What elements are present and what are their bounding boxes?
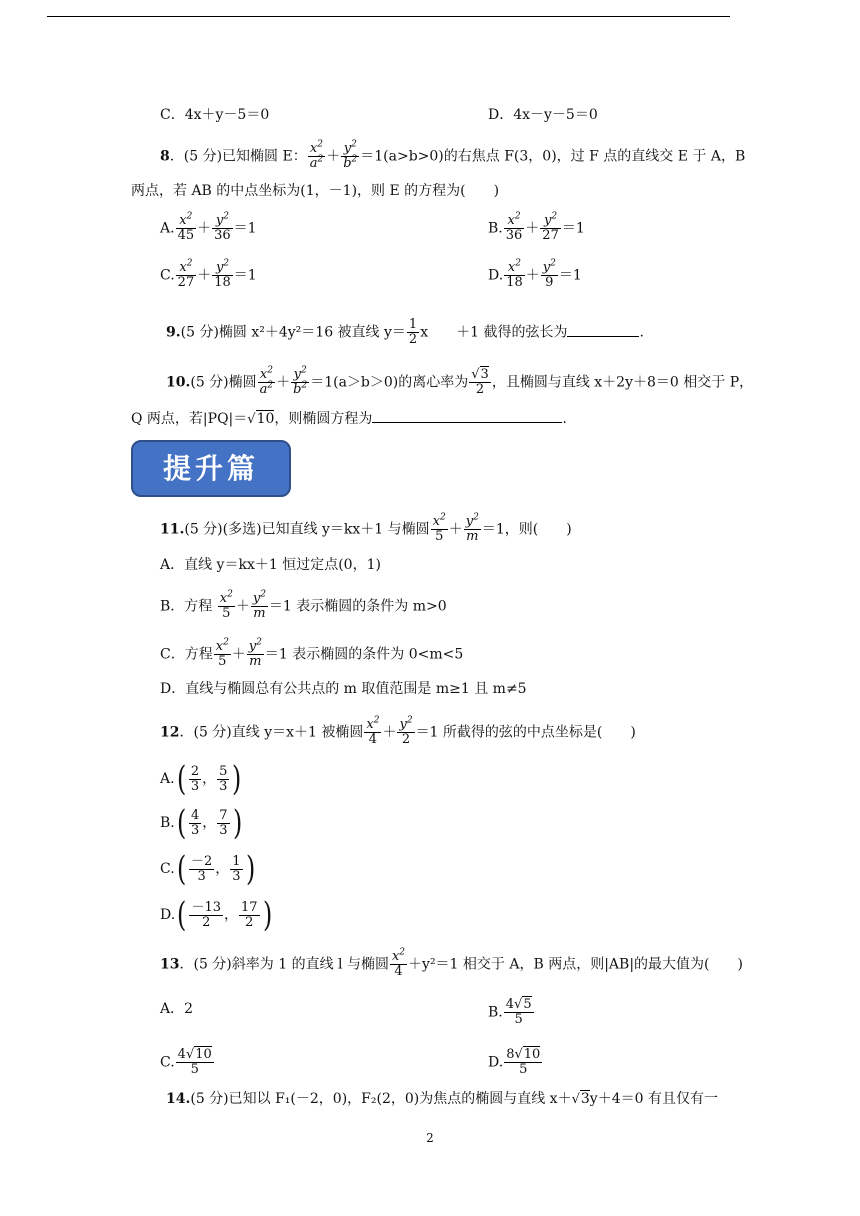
q8-option-c-label: C. [160,267,175,284]
q9-frac-den: 2 [408,332,418,347]
q13-number: 13 [160,956,180,973]
q8-number: 8 [160,148,170,165]
q8-a-den2: 36 [214,228,231,243]
q8-c-den2: 18 [214,275,231,290]
q9-text-a: (5 分)椭圆 x²＋4y²＝16 被直线 y＝ [180,324,406,341]
q8-stem-b: ＝1(a>b>0)的右焦点 F(3，0)，过 F 点的直线交 E 于 A，B [360,148,746,165]
q10-stem: 10.(5 分)椭圆 $\frac{x^2}{a^2}$ ＋ $\frac{y^2}{b^2}$ ＝1(a＞b＞0)的离心率为 $\frac{√3}{2}$ ，且椭圆与直线 x＋2y＋8＝0 相交于 P， [166,365,754,397]
q11-option-b: B．方程 $\frac{x^2}{5}$ ＋ $\frac{y^2}{m}$ ＝1 表示椭圆的条件为 m>0 [160,589,447,621]
q12-c-d1: 3 [197,868,206,884]
q8-b-den2: 27 [542,228,559,243]
q13-stem-b: ＋y²＝1 相交于 A，B 两点，则|AB|的最大值为( ) [408,956,743,973]
q8-a-eq: ＝1 [233,220,257,237]
q13-option-b: B. $\frac{4√5}{5}$ [488,997,532,1027]
q11-stem-b: ＝1，则( ) [481,521,572,538]
q10-stem-line2: Q 两点，若|PQ|＝√10，则椭圆方程为 . [131,411,567,427]
q11-stem: 11.(5 分)(多选)已知直线 y＝kx＋1 与椭圆 $\frac{x^2}{5}$ ＋ $\frac{y^2}{m}$ ＝1，则( ) [160,512,572,544]
q11-option-c: C．方程 $\frac{x^2}{5}$ ＋ $\frac{y^2}{m}$ ＝1 表示椭圆的条件为 0<m<5 [160,637,464,669]
q8-c-eq: ＝1 [233,267,257,284]
q12-option-c: C.( $\frac{-2}{3}$ ， $\frac{1}{3}$ ) [160,849,255,889]
q12-a-label: A. [160,771,175,787]
q9-text-b: x ＋1 截得的弦长为 [420,324,568,341]
q8-b-eq: ＝1 [561,220,585,237]
q10-sqrt10: 10 [256,411,275,427]
q14-stem: 14.(5 分)已知以 F₁(－2，0)，F₂(2，0)为焦点的椭圆与直线 x＋√3y＋4＝0 有且仅有一 [166,1091,718,1107]
q10-answer-blank[interactable] [372,422,562,423]
q11-denm: m [466,529,479,544]
section-banner: 提升篇 [131,440,291,497]
q12-a-d2: 3 [219,778,228,794]
q8-option-a-label: A. [160,220,175,237]
q12-b-n1: 4 [191,807,200,823]
q14-text-a: (5 分)已知以 F₁(－2，0)，F₂(2，0)为焦点的椭圆与直线 x＋ [190,1091,572,1107]
q8-c-den1: 27 [177,275,195,290]
q11-c-a: C．方程 [160,646,213,663]
q8-option-a: A. $\frac{x^2}{45}$ ＋ $\frac{y^2}{36}$ ＝1 [160,211,257,243]
q12-b-label: B. [160,815,175,831]
q7-option-d: D．4x－y－5＝0 [488,107,598,123]
q10-text-c: ，且椭圆与直线 x＋2y＋8＝0 相交于 P， [491,374,754,391]
q12-option-b: B.( $\frac{4}{3}$ ， $\frac{7}{3}$ ) [160,803,242,843]
q14-text-b: y＋4＝0 有且仅有一 [589,1091,718,1107]
q10-number: 10. [166,374,191,391]
q10-den2: 2 [475,382,485,397]
q13-d-label: D. [488,1054,504,1071]
q12-b-d2: 3 [219,822,228,838]
q7-option-c: C．4x＋y－5＝0 [160,107,270,123]
q11-den5: 5 [435,529,444,544]
q11-b-a: B．方程 [160,598,217,615]
q13-d-coef: 8 [506,1047,515,1062]
q9-stem [166,318,644,347]
q12-d-n2: 17 [241,899,258,915]
q12-c-label: C. [160,861,175,877]
q8-frac-y: $\frac{y^2}{b^2}$ [343,139,358,171]
q10-end: . [562,411,567,427]
page-number: 2 [426,1131,434,1145]
q9-frac-num: 1 [408,317,418,332]
q12-den4: 4 [368,732,378,747]
q12-a-n1: 2 [190,763,200,779]
q13-c-label: C. [160,1054,175,1071]
q11-c-b: ＝1 表示椭圆的条件为 0<m<5 [264,646,464,663]
q12-d-n1: －13 [191,899,221,915]
q13-d-rad: 10 [523,1047,541,1062]
q12-d-label: D. [160,907,176,923]
q12-c-d2: 3 [232,868,241,884]
q12-stem: 12．(5 分)直线 y＝x＋1 被椭圆 $\frac{x^2}{4}$ ＋ $\frac{y^2}{2}$ ＝1 所截得的弦的中点坐标是( ) [160,715,636,747]
q13-den4: 4 [394,964,403,979]
q8-d-eq: ＝1 [558,267,582,284]
q9-answer-blank[interactable] [567,336,639,337]
q13-stem-a: ．(5 分)斜率为 1 的直线 l 与椭圆 [179,956,389,973]
q12-option-a: A.( $\frac{2}{3}$ ， $\frac{5}{3}$ ) [160,759,242,799]
q13-d-den: 5 [519,1062,528,1077]
q13-option-a: A．2 [160,1001,194,1017]
q8-option-c: C. $\frac{x^2}{27}$ ＋ $\frac{y^2}{18}$ ＝1 [160,258,257,290]
q14-sqrt3: 3 [580,1091,590,1107]
q8-d-den2: 9 [545,275,554,290]
q13-b-label: B. [488,1004,503,1021]
q9-end: . [639,324,644,341]
q12-a-d1: 3 [190,778,200,794]
q13-b-rad: 5 [523,997,532,1012]
q11-b-den5: 5 [222,606,231,621]
header-rule [47,16,730,17]
q10-text-d: Q 两点，若|PQ|＝ [131,411,248,427]
q12-a-n2: 5 [219,763,228,779]
q9-number: 9. [166,324,181,341]
q13-b-den: 5 [514,1012,523,1027]
q8-option-b: B. $\frac{x^2}{36}$ ＋ $\frac{y^2}{27}$ ＝1 [488,211,585,243]
q11-stem-a: (5 分)(多选)已知直线 y＝kx＋1 与椭圆 [184,521,430,538]
q8-option-d: D. $\frac{x^2}{18}$ ＋ $\frac{y^2}{9}$ ＝1 [488,258,582,290]
q13-option-d: D. $\frac{8√10}{5}$ [488,1047,541,1077]
q12-number: 12 [160,724,180,741]
q12-stem-b: ＝1 所截得的弦的中点坐标是( ) [415,724,636,741]
q8-a-den1: 45 [177,228,195,243]
q12-option-d: D.( $\frac{-13}{2}$ ， $\frac{17}{2}$ ) [160,895,272,935]
q13-c-rad: 10 [195,1047,212,1062]
q14-number: 14. [166,1091,191,1107]
q10-sqrt3: 3 [480,367,489,382]
q12-c-n1: －2 [190,853,213,869]
q8-option-b-label: B. [488,220,503,237]
q12-d-d1: 2 [202,914,211,930]
q10-text-b: ＝1(a＞b＞0)的离心率为 [310,374,469,391]
q12-b-d1: 3 [191,822,200,838]
q13-c-coef: 4 [177,1047,186,1062]
q12-d-d2: 2 [245,914,254,930]
q8-option-d-label: D. [488,267,504,284]
q13-option-c: C. $\frac{4√10}{5}$ [160,1047,212,1077]
q10-text-a: (5 分)椭圆 [190,374,257,391]
q12-c-n2: 1 [232,853,241,869]
q11-c-denm: m [249,654,262,669]
q11-number: 11. [160,521,185,538]
q12-b-n2: 7 [219,807,228,823]
q8-stem-line2: 两点，若 AB 的中点坐标为(1，－1)，则 E 的方程为( ) [131,183,500,199]
q8-b-den1: 36 [505,228,523,243]
q12-stem-a: ．(5 分)直线 y＝x＋1 被椭圆 [179,724,364,741]
q12-den2: 2 [401,732,411,747]
q11-c-den5: 5 [218,654,227,669]
q11-b-denm: m [253,606,266,621]
q11-b-b: ＝1 表示椭圆的条件为 m>0 [268,598,447,615]
q8-d-den1: 18 [506,275,523,290]
q10-text-e: ，则椭圆方程为 [274,411,373,427]
q11-option-a: A．直线 y＝kx＋1 恒过定点(0，1) [160,557,381,573]
q13-c-den: 5 [190,1062,199,1077]
q8-stem-a: ．(5 分)已知椭圆 E： [169,148,307,165]
q8-frac-x: $\frac{x^2}{a^2}$ [309,139,324,171]
q8-stem: 8．(5 分)已知椭圆 E： $\frac{x^2}{a^2}$ ＋ $\frac{y^2}{b^2}$ ＝1(a>b>0)的右焦点 F(3，0)，过 F 点的直线交 E 于 A，B [160,139,746,171]
q13-stem: 13．(5 分)斜率为 1 的直线 l 与椭圆 $\frac{x^2}{4}$ ＋y²＝1 相交于 A，B 两点，则|AB|的最大值为( ) [160,947,743,979]
q11-option-d: D．直线与椭圆总有公共点的 m 取值范围是 m≥1 且 m≠5 [160,681,527,697]
q13-b-coef: 4 [505,997,515,1012]
